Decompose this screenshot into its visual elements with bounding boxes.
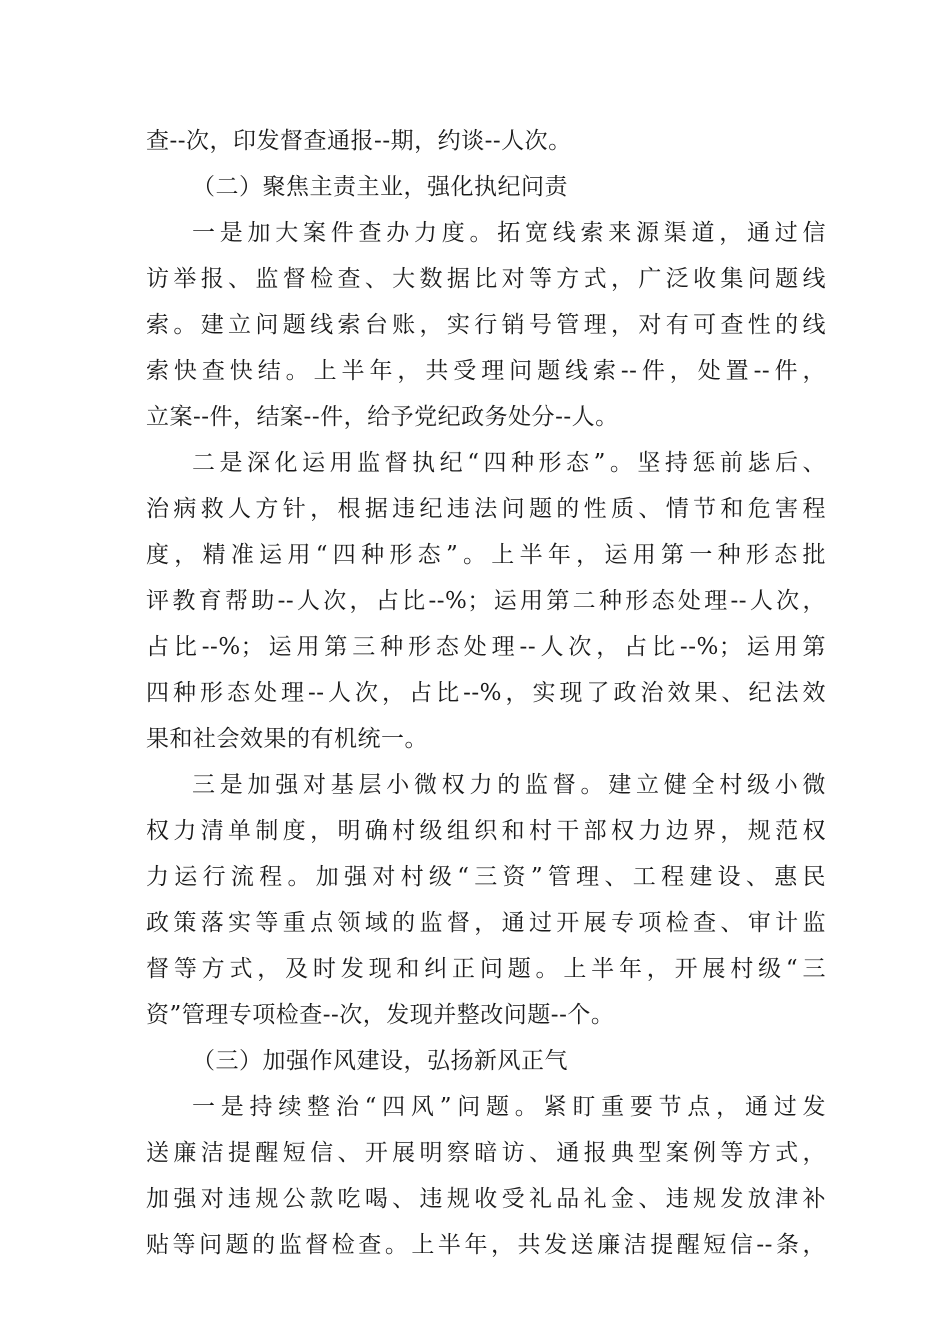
text-line: 力运行流程。加强对村级“三资”管理、工程建设、惠民 bbox=[146, 864, 826, 890]
text-line: 督等方式，及时发现和纠正问题。上半年，开展村级“三 bbox=[146, 956, 826, 982]
text-line: 访举报、监督检查、大数据比对等方式，广泛收集问题线 bbox=[146, 266, 826, 292]
text-line: 占比--%；运用第三种形态处理--人次，占比--%；运用第 bbox=[146, 634, 826, 660]
text-line: 立案--件，结案--件，给予党纪政务处分--人。 bbox=[146, 404, 619, 430]
text-line: 一是加大案件查办力度。拓宽线索来源渠道，通过信 bbox=[192, 220, 826, 246]
text-line: 二是深化运用监督执纪“四种形态”。坚持惩前毖后、 bbox=[192, 450, 826, 476]
text-line: 送廉洁提醒短信、开展明察暗访、通报典型案例等方式， bbox=[146, 1140, 826, 1166]
text-line: 四种形态处理--人次，占比--%，实现了政治效果、纪法效 bbox=[146, 680, 826, 706]
text-line: 资”管理专项检查--次，发现并整改问题--个。 bbox=[146, 1002, 615, 1028]
text-line: 果和社会效果的有机统一。 bbox=[146, 726, 428, 752]
text-line: 查--次，印发督查通报--期，约谈--人次。 bbox=[146, 128, 572, 154]
text-line: 权力清单制度，明确村级组织和村干部权力边界，规范权 bbox=[146, 818, 826, 844]
section-heading: （三）加强作风建设，弘扬新风正气 bbox=[192, 1048, 568, 1074]
section-heading: （二）聚焦主责主业，强化执纪问责 bbox=[192, 174, 568, 200]
text-line: 度，精准运用“四种形态”。上半年，运用第一种形态批 bbox=[146, 542, 826, 568]
text-line: 治病救人方针，根据违纪违法问题的性质、情节和危害程 bbox=[146, 496, 826, 522]
text-line: 索。建立问题线索台账，实行销号管理，对有可查性的线 bbox=[146, 312, 826, 338]
text-line: 加强对违规公款吃喝、违规收受礼品礼金、违规发放津补 bbox=[146, 1186, 826, 1212]
text-line: 政策落实等重点领域的监督，通过开展专项检查、审计监 bbox=[146, 910, 826, 936]
text-line: 索快查快结。上半年，共受理问题线索--件，处置--件， bbox=[146, 358, 826, 384]
text-line: 三是加强对基层小微权力的监督。建立健全村级小微 bbox=[192, 772, 826, 798]
text-line: 贴等问题的监督检查。上半年，共发送廉洁提醒短信--条， bbox=[146, 1232, 826, 1258]
text-line: 评教育帮助--人次，占比--%；运用第二种形态处理--人次， bbox=[146, 588, 826, 614]
text-line: 一是持续整治“四风”问题。紧盯重要节点，通过发 bbox=[192, 1094, 826, 1120]
document-body bbox=[146, 118, 826, 1268]
